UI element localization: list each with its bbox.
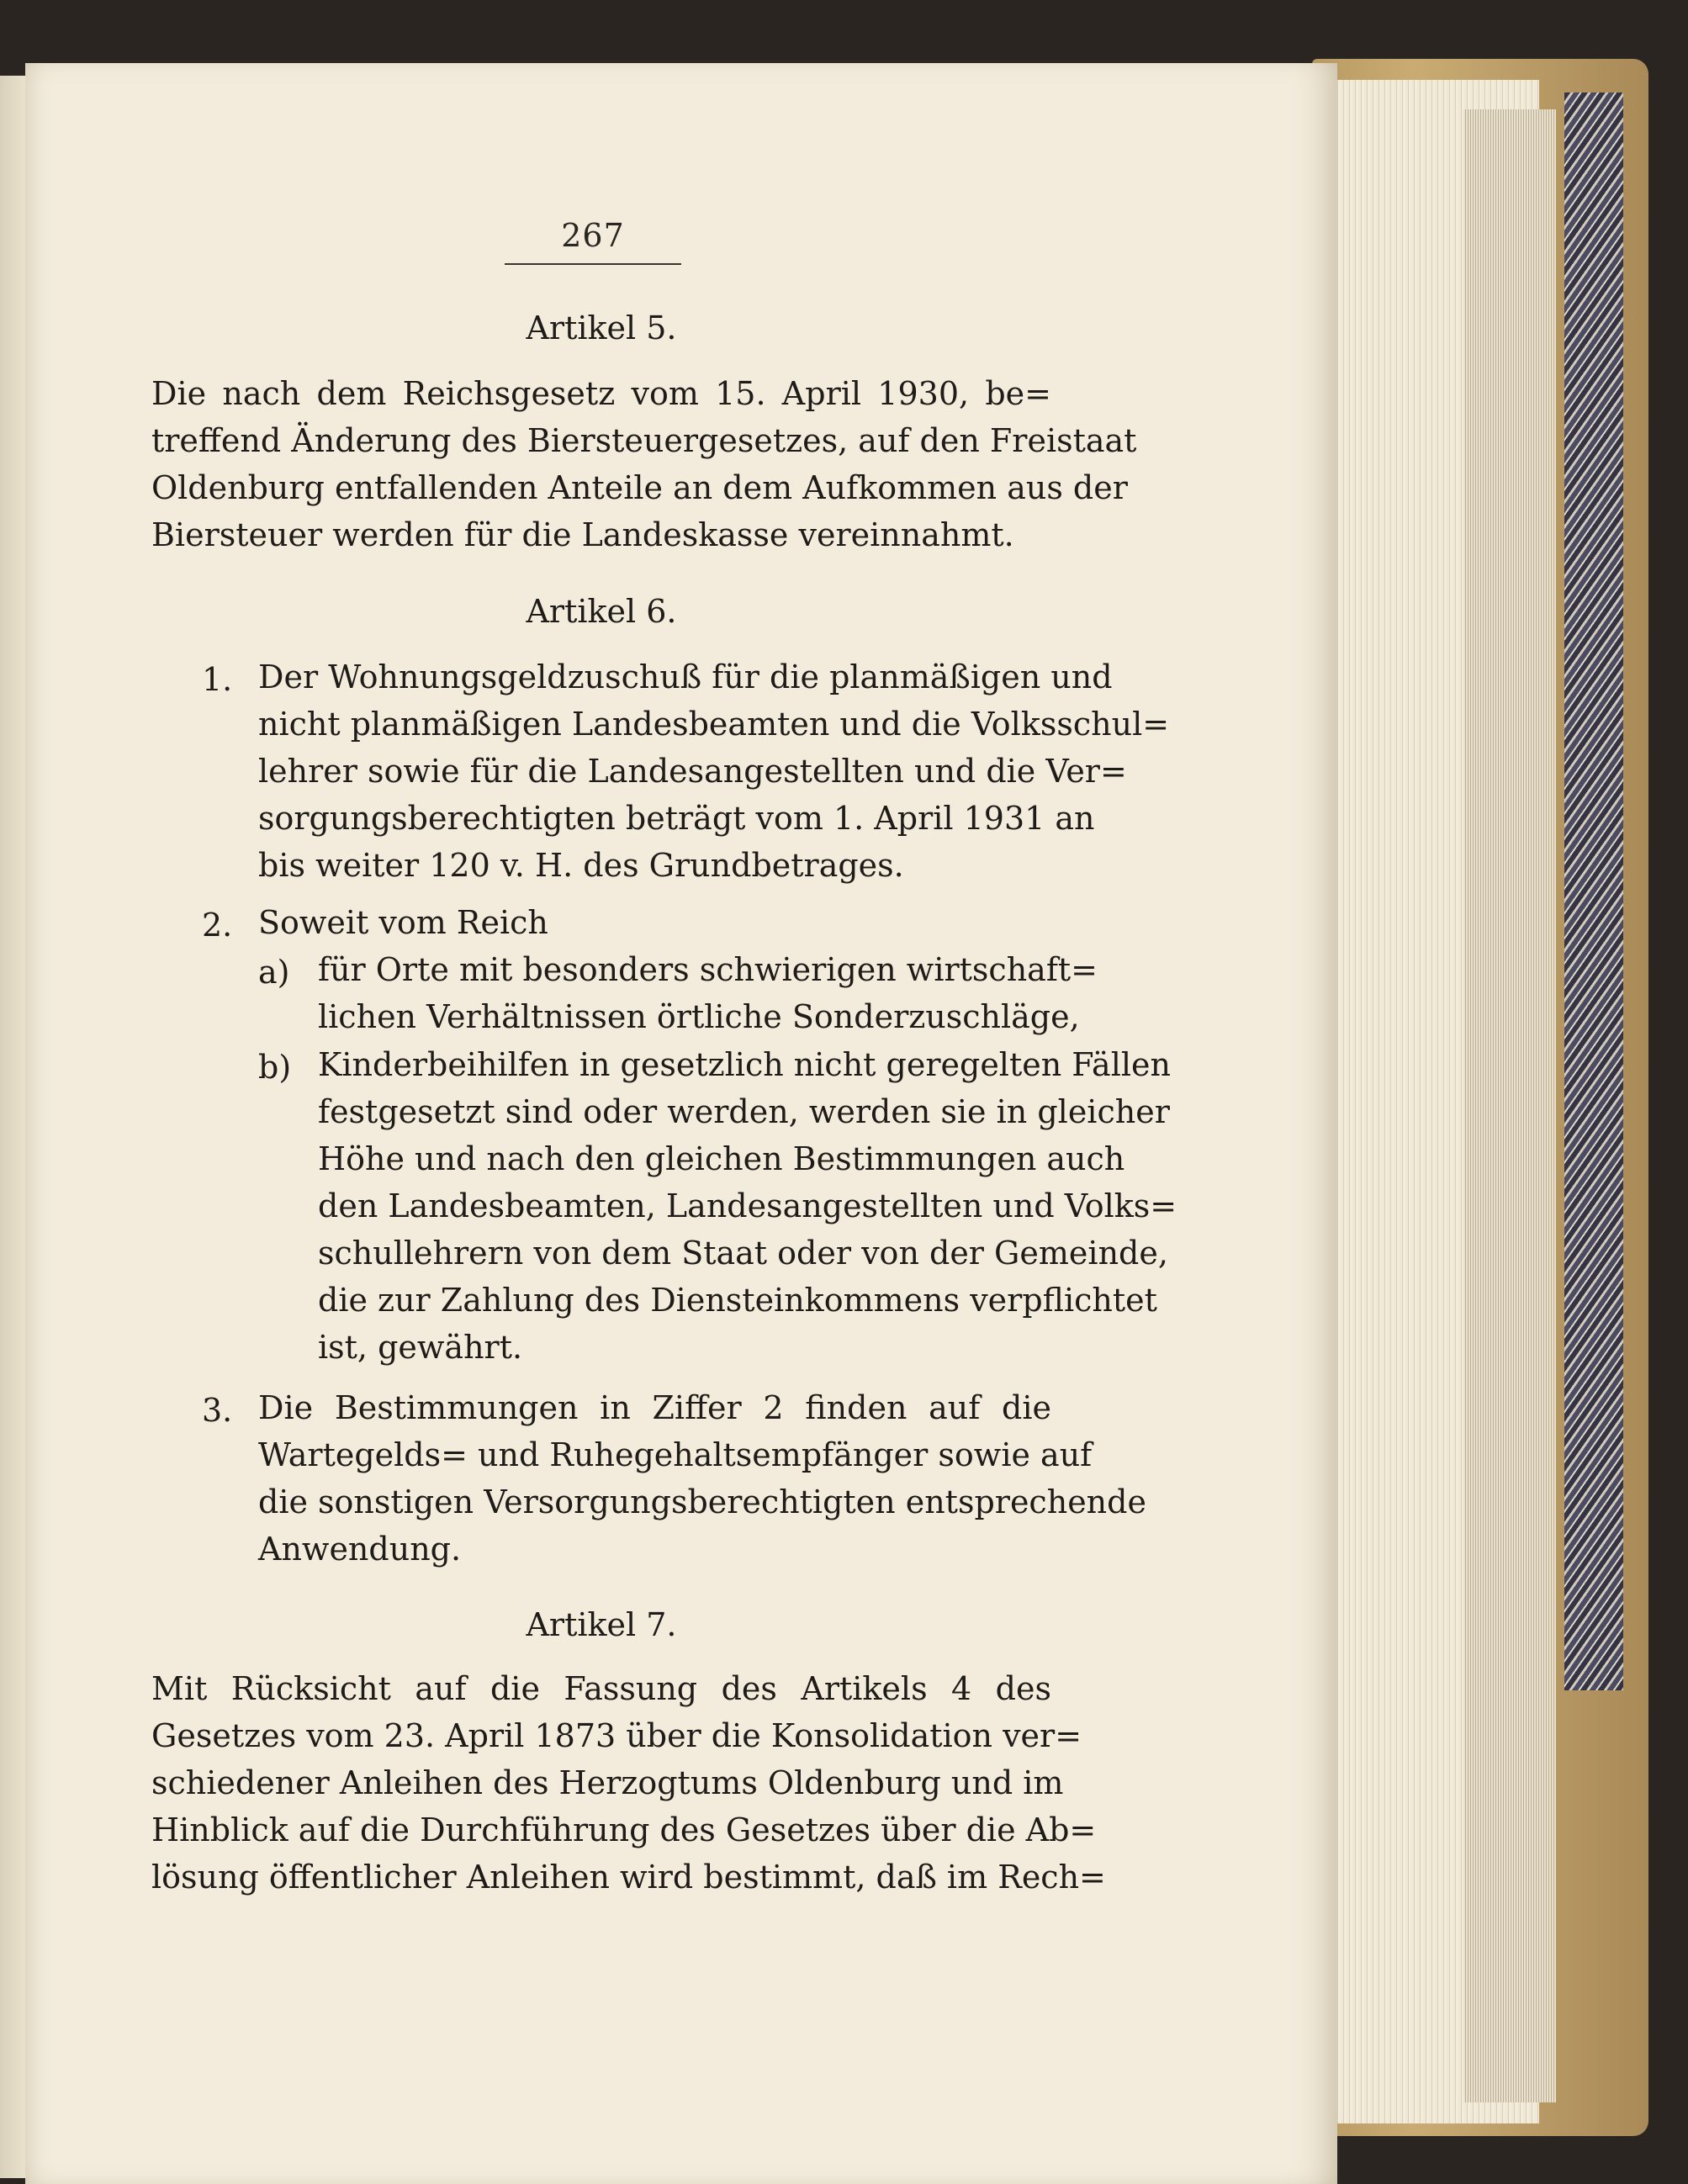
text-line: für Orte mit besonders schwierigen wirtschaft= bbox=[318, 951, 1098, 988]
item-2a-paragraph bbox=[318, 946, 1098, 1040]
item-3-number: 3. bbox=[202, 1392, 233, 1429]
text-line: Der Wohnungsgeldzuschuß für die planmäßigen und bbox=[258, 658, 1113, 695]
article-6-heading: Artikel 6. bbox=[526, 593, 677, 630]
text-line: die zur Zahlung des Diensteinkommens verpflichtet bbox=[318, 1282, 1157, 1319]
text-line: Höhe und nach den gleichen Bestimmungen auch bbox=[318, 1140, 1125, 1177]
item-3-paragraph bbox=[258, 1384, 1146, 1573]
text-line: lehrer sowie für die Landesangestellten und die Ver= bbox=[258, 753, 1127, 790]
text-line: nicht planmäßigen Landesbeamten und die Volksschul= bbox=[258, 706, 1170, 743]
item-2b-paragraph bbox=[318, 1041, 1177, 1371]
item-2-number: 2. bbox=[202, 907, 233, 944]
item-2-intro bbox=[258, 899, 1051, 946]
text-line: lichen Verhältnissen örtliche Sonderzuschläge, bbox=[318, 998, 1080, 1035]
text-line: Mit Rücksicht auf die Fassung des Artikels 4 des bbox=[151, 1670, 1051, 1707]
text-line: den Landesbeamten, Landesangestellten und Volks= bbox=[318, 1187, 1177, 1224]
text-line: bis weiter 120 v. H. des Grundbetrages. bbox=[258, 847, 904, 884]
text-line: festgesetzt sind oder werden, werden sie in gleicher bbox=[318, 1093, 1170, 1130]
article-5-heading: Artikel 5. bbox=[526, 309, 677, 346]
text-line: Anwendung. bbox=[258, 1531, 462, 1568]
page-edges-shade bbox=[1463, 109, 1556, 2102]
text-line: Die nach dem Reichsgesetz vom 15. April 1930, be= bbox=[151, 375, 1051, 412]
text-line: Oldenburg entfallenden Anteile an dem Aufkommen aus der bbox=[151, 469, 1128, 506]
article-7-paragraph bbox=[151, 1665, 1106, 1901]
text-line: schiedener Anleihen des Herzogtums Oldenburg und im bbox=[151, 1764, 1064, 1801]
marbled-spine bbox=[1564, 93, 1623, 1690]
text-line: schullehrern von dem Staat oder von der Gemeinde, bbox=[318, 1235, 1168, 1272]
article-7-heading: Artikel 7. bbox=[526, 1606, 677, 1643]
text-line: treffend Änderung des Biersteuergesetzes, auf den Freistaat bbox=[151, 422, 1137, 459]
text-line: Gesetzes vom 23. April 1873 über die Konsolidation ver= bbox=[151, 1717, 1082, 1754]
text-line: die sonstigen Versorgungsberechtigten entsprechende bbox=[258, 1483, 1146, 1520]
text-line: Biersteuer werden für die Landeskasse vereinnahmt. bbox=[151, 516, 1014, 553]
text-line: Hinblick auf die Durchführung des Gesetzes über die Ab= bbox=[151, 1811, 1097, 1848]
item-2a-label: a) bbox=[258, 954, 290, 991]
article-5-paragraph bbox=[151, 370, 1137, 558]
item-1-paragraph bbox=[258, 653, 1170, 889]
text-line: sorgungsberechtigten beträgt vom 1. April 1931 an bbox=[258, 800, 1095, 837]
text-line: Die Bestimmungen in Ziffer 2 finden auf die bbox=[258, 1389, 1051, 1426]
text-line: lösung öffentlicher Anleihen wird bestimmt, daß im Rech= bbox=[151, 1859, 1106, 1896]
header-rule bbox=[505, 263, 681, 265]
text-line: Kinderbeihilfen in gesetzlich nicht geregelten Fällen bbox=[318, 1046, 1171, 1083]
item-1-number: 1. bbox=[202, 661, 233, 698]
text-line: ist, gewährt. bbox=[318, 1329, 523, 1366]
page-number: 267 bbox=[561, 217, 625, 254]
text-line: Wartegelds= und Ruhegehaltsempfänger sowie auf bbox=[258, 1436, 1093, 1473]
item-2b-label: b) bbox=[258, 1049, 292, 1086]
text-line: Soweit vom Reich bbox=[258, 904, 548, 941]
